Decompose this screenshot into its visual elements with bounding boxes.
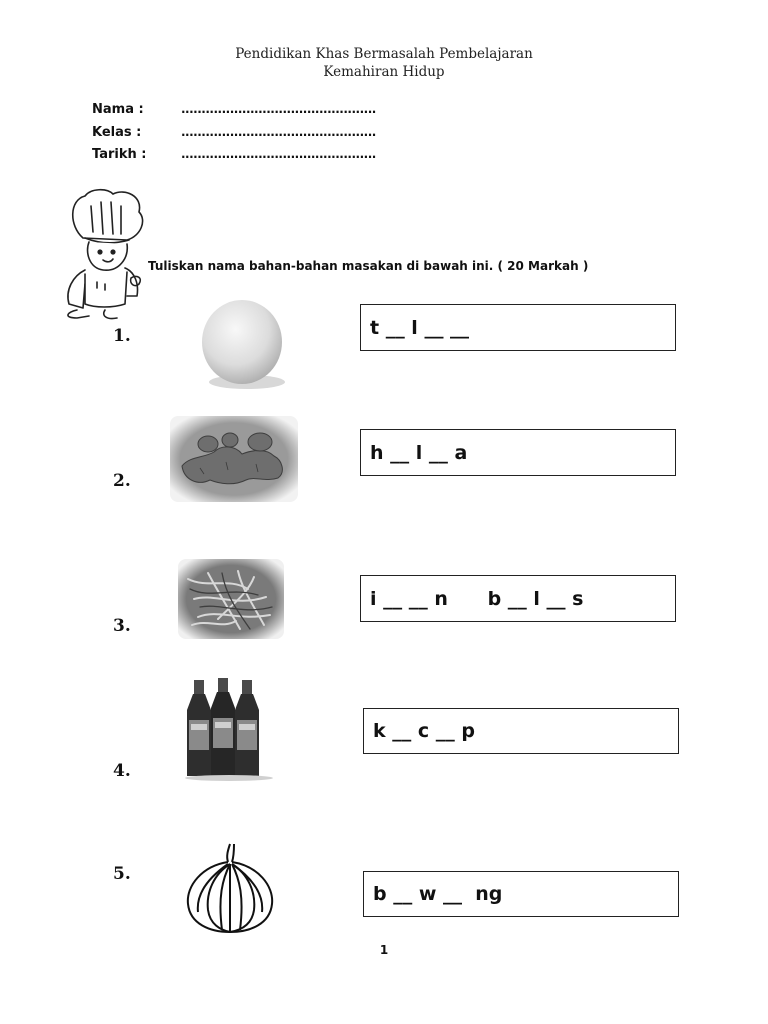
name-label: Nama : [92,102,144,117]
name-field[interactable]: ................................................ [181,102,376,116]
answer-box-3[interactable]: i __ __ n b __ l __ s [360,575,676,622]
answer-box-4[interactable]: k __ c __ p [363,708,679,754]
class-label: Kelas : [92,125,142,140]
egg-image [192,294,290,394]
class-field[interactable]: ................................................ [181,125,376,139]
long-beans-image [178,559,284,639]
question-number-2: 2. [113,471,131,491]
instruction-text: Tuliskan nama bahan-bahan masakan di bawah ini. ( 20 Markah ) [148,259,589,273]
question-number-3: 3. [113,616,131,636]
date-label: Tarikh : [92,147,147,162]
soy-sauce-bottles-image [183,676,275,782]
date-field[interactable]: ................................................ [181,147,376,161]
page-number: 1 [379,943,389,957]
header-title: Pendidikan Khas Bermasalah Pembelajaran [235,46,533,62]
answer-box-1[interactable]: t __ l __ __ [360,304,676,351]
answer-box-2[interactable]: h __ l __ a [360,429,676,476]
chef-cartoon-icon [55,186,150,321]
question-number-5: 5. [113,864,131,884]
header-subtitle: Kemahiran Hidup [323,64,445,80]
ginger-image [170,416,298,502]
question-number-1: 1. [113,326,131,346]
answer-box-5[interactable]: b __ w __ ng [363,871,679,917]
question-number-4: 4. [113,761,131,781]
onion-image [182,840,278,936]
